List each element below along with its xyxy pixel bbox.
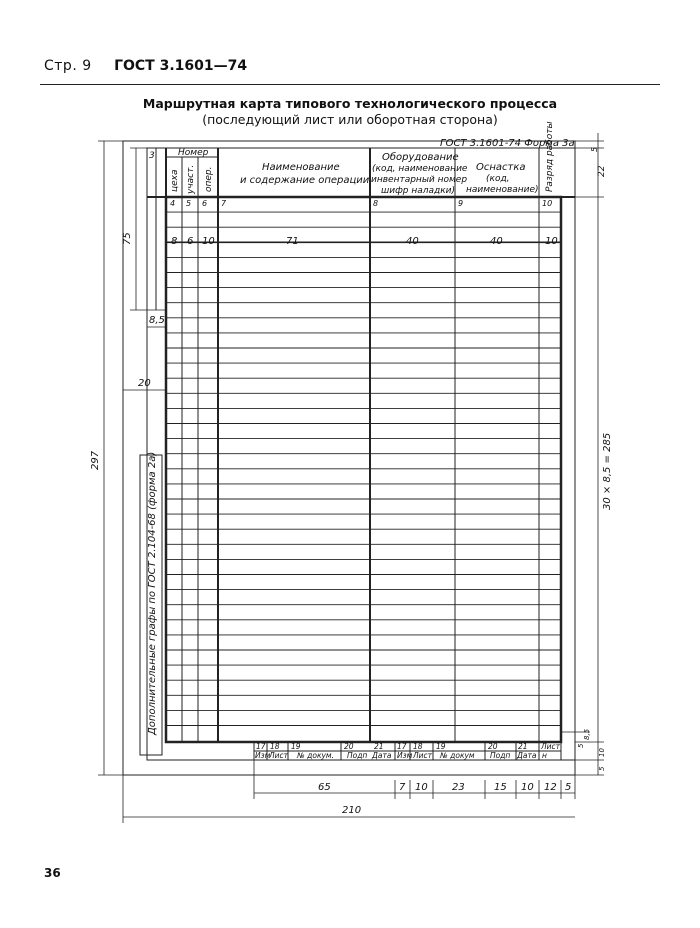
- stamp-dokum-a: № докум.: [297, 751, 334, 760]
- col-num-10: 10: [542, 199, 553, 208]
- obor-label-3: инвентарный номер: [371, 175, 468, 185]
- col-num-8: 8: [373, 199, 379, 208]
- stamp-19a: 19: [291, 742, 301, 751]
- stamp-18a: 18: [270, 742, 280, 751]
- dim-75: 75: [122, 232, 133, 245]
- naim-label-1: Наименование: [262, 162, 340, 173]
- document-title: Маршрутная карта типового технологического процесса: [142, 96, 558, 111]
- width-40a: 40: [406, 236, 419, 247]
- dim-297: 297: [90, 450, 101, 470]
- obor-label-1: Оборудование: [382, 152, 459, 163]
- stamp-podp-a: Подп: [347, 751, 368, 760]
- width-10b: 10: [545, 236, 558, 247]
- dim-10-b: 10: [415, 782, 428, 793]
- dim-23: 23: [452, 782, 465, 793]
- dim-5-bottom-right: 5: [598, 766, 606, 771]
- stamp-17b: 17: [397, 742, 407, 751]
- side-label: Дополнительные графы по ГОСТ 2.104-68 (форма 2а): [147, 451, 158, 735]
- osn-label-2: (код,: [486, 174, 510, 184]
- stamp-20b: 20: [488, 742, 498, 751]
- stamp-20a: 20: [344, 742, 354, 751]
- stamp-list-n: н: [542, 751, 547, 760]
- obor-label-4: шифр наладки): [381, 186, 456, 196]
- width-8: 8: [171, 236, 178, 247]
- dim-65: 65: [318, 782, 331, 793]
- uchast-label: участ.: [186, 164, 196, 194]
- dim-8-5-right: 8,5: [583, 728, 591, 740]
- standard-code: ГОСТ 3.1601—74: [114, 58, 248, 74]
- form-ref: ГОСТ 3.1601-74 Форма 3а: [440, 138, 575, 149]
- stamp-21a: 21: [374, 742, 384, 751]
- stamp-list-a: Лист: [269, 751, 289, 760]
- col-num-6: 6: [202, 199, 208, 208]
- width-10a: 10: [202, 236, 215, 247]
- tseha-label: цеха: [170, 169, 180, 192]
- dim-10-right: 10: [598, 748, 606, 757]
- osn-label-3: наименование): [466, 185, 539, 195]
- stamp-data: Дата: [372, 751, 392, 760]
- stamp-list-b: Лист: [413, 751, 433, 760]
- width-71: 71: [286, 236, 299, 247]
- col-num-7: 7: [221, 199, 227, 208]
- dim-5-top: 5: [590, 146, 599, 152]
- stamp-18b: 18: [413, 742, 423, 751]
- razr-label: Разряд работы: [545, 121, 555, 192]
- stamp-17a: 17: [256, 742, 266, 751]
- page-label: Стр. 9: [44, 58, 92, 74]
- col-num-5: 5: [186, 199, 192, 208]
- document-subtitle: (последующий лист или оборотная сторона): [202, 112, 498, 127]
- dim-210: 210: [342, 805, 362, 816]
- page-number: 36: [44, 866, 61, 880]
- dim-285: 30 × 8,5 = 285: [602, 432, 613, 510]
- oper-label: опер.: [204, 166, 214, 192]
- nomer-label: Номер: [178, 148, 209, 158]
- naim-label-2: и содержание операции: [240, 175, 370, 186]
- dim-5-right: 5: [577, 743, 585, 748]
- col-num-9: 9: [458, 199, 464, 208]
- dim-20: 20: [138, 378, 151, 389]
- dim-5-d: 5: [565, 782, 572, 793]
- osn-label-1: Оснастка: [476, 162, 526, 173]
- dim-8-5: 8,5: [149, 315, 165, 326]
- dim-7: 7: [399, 782, 406, 793]
- obor-label-2: (код, наименование: [372, 164, 468, 174]
- stamp-dokum-b: № докум: [440, 751, 475, 760]
- dim-22: 22: [597, 165, 607, 177]
- dim-10-c: 10: [521, 782, 534, 793]
- width-6: 6: [187, 236, 194, 247]
- dim-15: 15: [494, 782, 507, 793]
- stamp-list: Лист: [541, 742, 561, 751]
- col-num-4: 4: [170, 199, 176, 208]
- dim-12: 12: [544, 782, 557, 793]
- stamp-19b: 19: [436, 742, 446, 751]
- stamp-21b: 21: [518, 742, 528, 751]
- stamp-izm-a: Изм: [255, 751, 271, 760]
- main-table: [166, 197, 561, 742]
- stamp-izm-b: Изм: [397, 751, 413, 760]
- width-40b: 40: [490, 236, 503, 247]
- stamp-data-b: Дата: [517, 751, 537, 760]
- stamp-podp-b: Подп: [490, 751, 511, 760]
- col-3-label: 3: [149, 151, 155, 161]
